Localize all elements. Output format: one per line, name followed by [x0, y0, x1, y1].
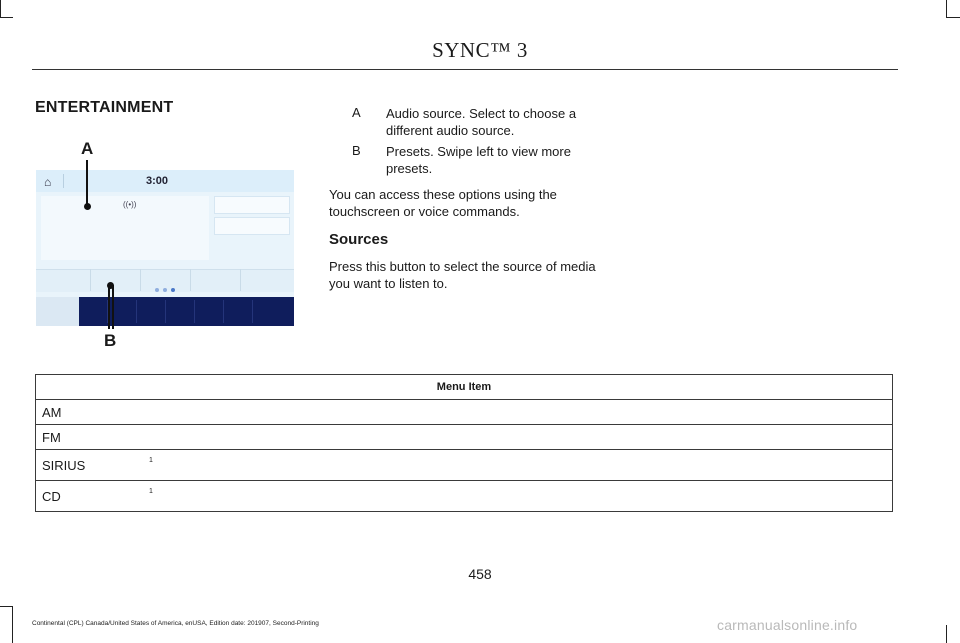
watermark: carmanualsonline.info: [717, 617, 858, 633]
bottom-bar-divider: [223, 300, 224, 323]
page-number: 458: [468, 566, 492, 582]
callout-dot-a: [84, 203, 91, 210]
bottom-bar-divider: [252, 300, 253, 323]
side-button: [214, 217, 290, 235]
bottom-bar-active-tab: [36, 297, 79, 326]
table-cell: [36, 450, 893, 481]
table-header-cell: Menu Item: [36, 375, 893, 400]
preset-divider: [190, 269, 191, 291]
callout-line-b: [112, 285, 114, 329]
legend-letter-b: B: [352, 143, 361, 158]
preset-divider: [90, 269, 91, 291]
crop-mark: [946, 0, 947, 18]
section-title: ENTERTAINMENT: [35, 99, 174, 116]
footnote-marker: 1: [149, 488, 153, 495]
home-icon: ⌂: [44, 175, 52, 189]
menu-item-label: CD: [42, 488, 61, 504]
crop-mark: [0, 0, 1, 18]
crop-mark: [12, 606, 13, 643]
page-indicator-dot: [163, 288, 167, 292]
callout-line-a: [86, 160, 88, 206]
screen-clock: 3:00: [146, 175, 169, 187]
sources-paragraph: Press this button to select the source of media you want to listen to.: [329, 259, 596, 291]
edition-footer-note: Continental (CPL) Canada/United States of America, enUSA, Edition date: 201907, Second-Printing: [32, 620, 319, 627]
footnote-marker: 1: [149, 457, 153, 464]
table-header-row: [36, 375, 893, 400]
sync-screen-illustration: [36, 170, 294, 326]
callout-dot-b: [107, 282, 114, 289]
preset-divider: [140, 269, 141, 291]
bottom-bar-divider: [194, 300, 195, 323]
table-row: [36, 450, 893, 481]
bottom-bar-divider: [165, 300, 166, 323]
antenna-icon: ((•)): [123, 200, 137, 209]
crop-mark: [946, 625, 947, 643]
menu-item-table: [35, 374, 893, 512]
page-header-title: SYNC™ 3: [432, 38, 528, 62]
callout-label-a: A: [81, 139, 94, 158]
table-cell: [36, 400, 893, 425]
table-cell: [36, 425, 893, 450]
callout-line-b: [108, 285, 110, 329]
crop-mark: [946, 17, 960, 18]
callout-label-b: B: [104, 331, 117, 350]
table-row: [36, 400, 893, 425]
crop-mark: [0, 17, 13, 18]
side-button: [214, 196, 290, 214]
status-separator: [63, 174, 64, 188]
header-rule: [32, 69, 898, 70]
table-cell: [36, 481, 893, 512]
intro-paragraph: You can access these options using the touchscreen or voice commands.: [329, 187, 557, 219]
menu-item-label: SIRIUS: [42, 457, 86, 473]
page-indicator-dot: [171, 288, 175, 292]
legend-text-a: Audio source. Select to choose a different audio source.: [386, 106, 577, 138]
menu-item-label: FM: [42, 429, 61, 445]
preset-divider: [240, 269, 241, 291]
legend-text-b: Presets. Swipe left to view more presets.: [386, 144, 571, 176]
sources-heading: Sources: [329, 231, 389, 248]
bottom-bar-divider: [136, 300, 137, 323]
page-indicator-dot: [155, 288, 159, 292]
menu-item-label: AM: [42, 404, 62, 420]
legend-letter-a: A: [352, 105, 361, 120]
table-row: [36, 425, 893, 450]
table-row: [36, 481, 893, 512]
